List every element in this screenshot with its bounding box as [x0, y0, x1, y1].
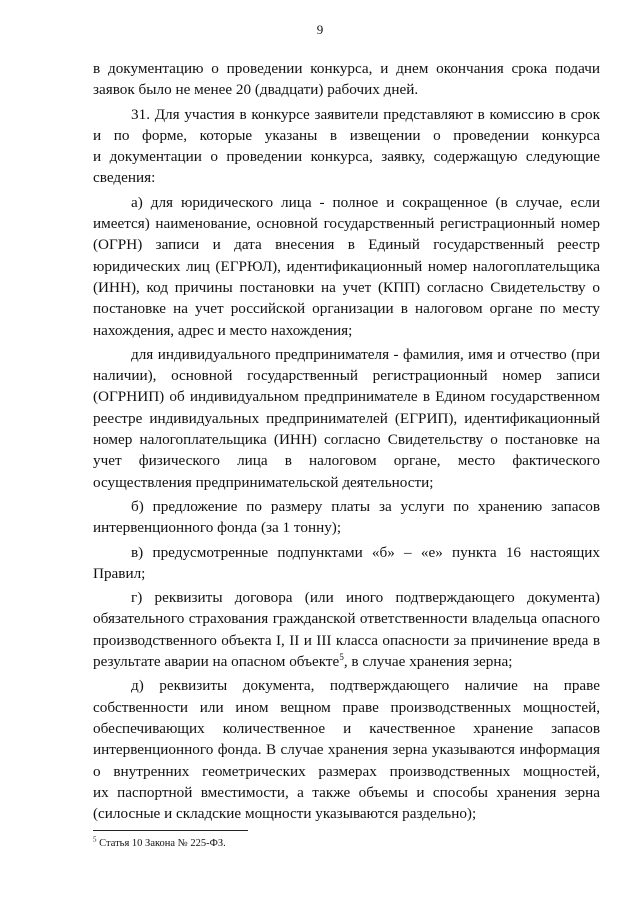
- text-line: номер налогоплательщика (ИНН) согласно Свидетельству о постановке на: [93, 431, 600, 449]
- text-line: интервенционного фонда. В случае хранения зерна указываются информация: [93, 741, 600, 759]
- text-line: а) для юридического лица - полное и сокращенное (в случае, если: [131, 193, 600, 211]
- text-fragment: , в случае хранения зерна;: [343, 653, 513, 671]
- paragraph-subitem-g: [93, 587, 600, 672]
- text-fragment: результате аварии на опасном объекте: [93, 653, 340, 671]
- text-line: собственности или ином вещном праве производственных мощностей,: [93, 698, 600, 716]
- text-line: обеспечивающих количественное и качественное хранение запасов: [93, 719, 600, 737]
- text-line: осуществления предпринимательской деятельности;: [93, 473, 434, 491]
- footnote-separator: [93, 830, 248, 831]
- text-line: заявок было не менее 20 (двадцати) рабочих дней.: [93, 81, 419, 99]
- text-line: Правил;: [93, 564, 146, 582]
- text-line: нахождения, адрес и место нахождения;: [93, 321, 353, 339]
- paragraph-entrepreneur: [93, 344, 600, 493]
- footnote: [93, 835, 226, 849]
- text-line: б) предложение по размеру платы за услуги по хранению запасов: [131, 497, 600, 515]
- paragraph-item-31: [93, 104, 600, 189]
- text-line: имеется) наименование, основной государственный регистрационный номер: [93, 215, 600, 233]
- text-line: сведения:: [93, 169, 156, 187]
- text-line: производственного объекта I, II и III класса опасности за причинение вреда в: [93, 631, 600, 649]
- text-line: о внутренних геометрических размерах производственных мощностей,: [93, 762, 600, 780]
- text-line: юридических лиц (ЕГРЮЛ), идентификационный номер налогоплательщика: [93, 257, 600, 275]
- footnote-marker: 5: [93, 835, 97, 844]
- page-number: 9: [316, 22, 324, 37]
- text-line: для индивидуального предпринимателя - фамилия, имя и отчество (при: [131, 345, 600, 363]
- text-line: их паспортной вместимости, а также объемы и способы хранения зерна: [93, 783, 600, 801]
- text-line: учет физического лица в налоговом органе, место фактического: [93, 452, 600, 470]
- text-line: (ИНН), код причины постановки на учет (КПП) согласно Свидетельству о: [93, 278, 600, 296]
- footnote-reference[interactable]: 5: [339, 651, 344, 662]
- text-line: в документацию о проведении конкурса, и днем окончания срока подачи: [93, 60, 600, 77]
- text-line: интервенционного фонда (за 1 тонну);: [93, 519, 342, 537]
- text-line: г) реквизиты договора (или иного подтверждающего документа): [131, 589, 600, 607]
- text-line: в) предусмотренные подпунктами «б» – «е» пункта 16 настоящих: [131, 543, 600, 561]
- text-line: и по форме, которые указаны в извещении о проведении конкурса: [93, 126, 600, 144]
- document-body: [93, 58, 600, 824]
- text-line: (ОГРНИП) об индивидуальном предпринимателе в Едином государственном: [93, 388, 600, 406]
- text-line: 31. Для участия в конкурсе заявители представляют в комиссию в срок: [131, 105, 600, 123]
- footnote-text: Статья 10 Закона № 225-ФЗ.: [96, 838, 226, 849]
- paragraph: [93, 58, 600, 101]
- text-line: (силосные и складские мощности указываются раздельно);: [93, 805, 477, 823]
- text-line: и документации о проведении конкурса, заявку, содержащую следующие: [93, 148, 600, 166]
- text-line: реестре индивидуальных предпринимателей (ЕГРИП), идентификационный: [93, 409, 600, 427]
- paragraph-subitem-v: [93, 542, 600, 585]
- paragraph-subitem-b: [93, 496, 600, 539]
- text-line: (ОГРН) записи и дата внесения в Единый государственный реестр: [93, 236, 600, 254]
- paragraph-subitem-d: [93, 675, 600, 824]
- text-line: обязательного страхования гражданской ответственности владельца опасного: [93, 610, 600, 628]
- text-line: постановке на учет российской организации в налоговом органе по месту: [93, 300, 600, 318]
- text-line: наличии), основной государственный регистрационный номер записи: [93, 367, 600, 385]
- text-line: д) реквизиты документа, подтверждающего наличие на праве: [131, 677, 600, 695]
- text-line-with-footnote: [93, 651, 600, 672]
- paragraph-subitem-a: [93, 192, 600, 341]
